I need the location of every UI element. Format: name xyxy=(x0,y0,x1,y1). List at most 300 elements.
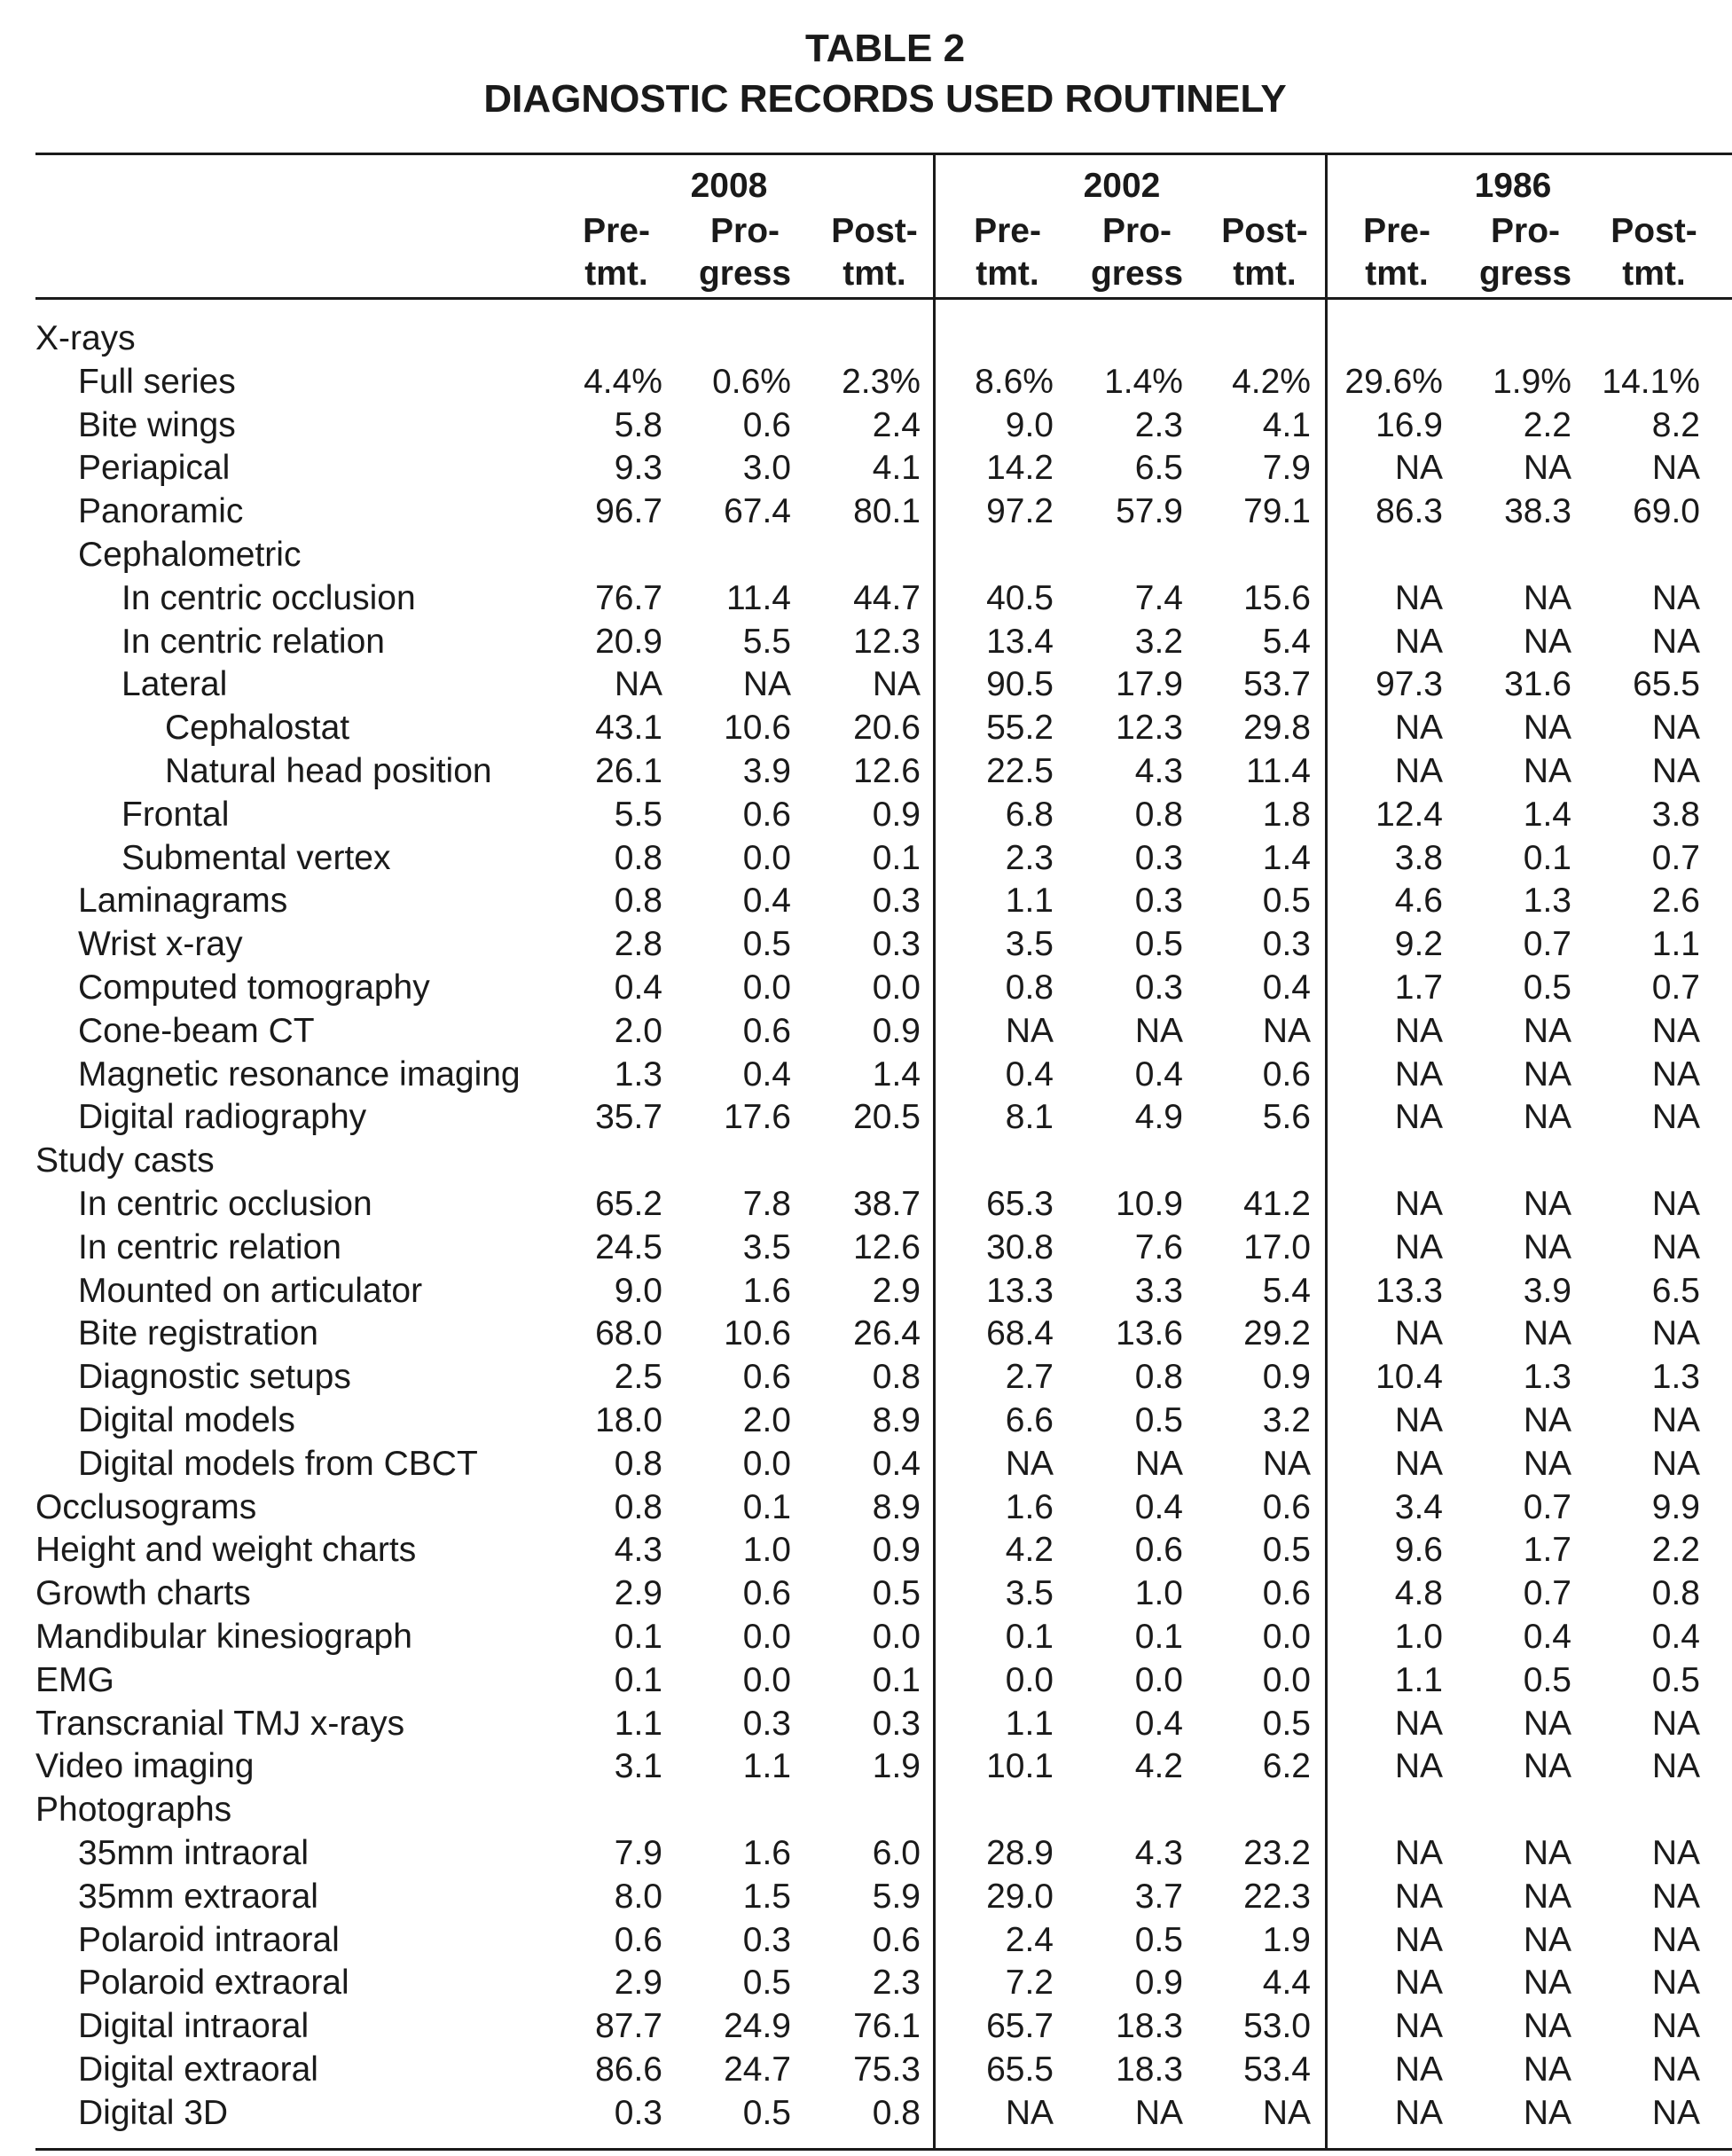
row-label: Laminagrams xyxy=(78,882,288,921)
table-cell: 9.9 xyxy=(1651,1487,1700,1526)
table-cell: 2.3 xyxy=(1005,838,1054,877)
table-cell: NA xyxy=(1394,1877,1443,1916)
table-row xyxy=(0,1486,1732,1529)
table-cell: NA xyxy=(1005,2093,1054,2132)
table-cell: NA xyxy=(1523,1185,1571,1223)
table-cell: NA xyxy=(1005,1444,1054,1483)
table-cell: 9.0 xyxy=(1005,405,1054,444)
table-row xyxy=(0,1355,1732,1399)
row-label: In centric relation xyxy=(121,622,385,661)
table-cell: NA xyxy=(1523,1964,1571,2003)
table-cell: 35.7 xyxy=(595,1098,662,1137)
table-cell: 1.4 xyxy=(1523,795,1571,834)
table-cell: NA xyxy=(1523,1704,1571,1743)
table-cell: 1.9% xyxy=(1493,362,1571,401)
table-cell: 2.3 xyxy=(872,1964,921,2003)
table-cell: 0.5 xyxy=(1523,1660,1571,1699)
table-row xyxy=(0,1702,1732,1745)
table-cell: NA xyxy=(1523,1011,1571,1050)
table-cell: NA xyxy=(1394,1185,1443,1223)
row-label: Growth charts xyxy=(35,1574,251,1613)
table-cell: 17.0 xyxy=(1243,1227,1311,1266)
table-cell: 29.2 xyxy=(1243,1314,1311,1353)
table-cell: 79.1 xyxy=(1243,492,1311,531)
table-cell: 0.9 xyxy=(872,1011,921,1050)
table-row xyxy=(0,1095,1732,1139)
table-cell: 43.1 xyxy=(595,709,662,748)
row-label: Natural head position xyxy=(165,752,492,790)
table-cell: 2.8 xyxy=(614,925,662,964)
table-row xyxy=(0,1961,1732,2004)
table-cell: 0.7 xyxy=(1523,1574,1571,1613)
table-cell: 1.1 xyxy=(1005,882,1054,921)
table-cell: 6.6 xyxy=(1005,1401,1054,1439)
table-cell: 20.9 xyxy=(595,622,662,661)
table-row xyxy=(0,576,1732,620)
table-cell: 80.1 xyxy=(853,492,921,531)
table-cell: 18.0 xyxy=(595,1401,662,1439)
table-row xyxy=(0,749,1732,793)
table-cell: 0.4 xyxy=(1134,1704,1183,1743)
table-cell: NA xyxy=(1523,1920,1571,1959)
table-cell: 8.2 xyxy=(1651,405,1700,444)
column-subheader-2008-3-line1: Post- xyxy=(831,212,918,250)
table-row xyxy=(0,1528,1732,1572)
table-row xyxy=(0,490,1732,533)
table-cell: 26.4 xyxy=(853,1314,921,1353)
table-cell: 12.3 xyxy=(853,622,921,661)
table-cell: 0.6 xyxy=(742,1358,791,1397)
table-cell: 65.5 xyxy=(986,2050,1054,2089)
table-row xyxy=(0,2004,1732,2048)
table-cell: 53.0 xyxy=(1243,2007,1311,2046)
row-label: Digital radiography xyxy=(78,1098,367,1137)
table-cell: 41.2 xyxy=(1243,1185,1311,1223)
table-cell: 0.9 xyxy=(1134,1964,1183,2003)
table-cell: 1.3 xyxy=(1651,1358,1700,1397)
table-cell: 8.0 xyxy=(614,1877,662,1916)
table-cell: NA xyxy=(1523,1877,1571,1916)
table-cell: NA xyxy=(1394,1227,1443,1266)
table-cell: 5.6 xyxy=(1262,1098,1311,1137)
header-rule xyxy=(35,297,1732,300)
table-subtitle: DIAGNOSTIC RECORDS USED ROUTINELY xyxy=(483,77,1287,121)
table-cell: 7.6 xyxy=(1134,1227,1183,1266)
table-cell: NA xyxy=(1651,1011,1700,1050)
table-cell: 0.4 xyxy=(1262,968,1311,1007)
table-cell: 0.0 xyxy=(1134,1660,1183,1699)
table-cell: 96.7 xyxy=(595,492,662,531)
table-cell: 5.5 xyxy=(614,795,662,834)
year-header-2002: 2002 xyxy=(1083,167,1161,205)
table-cell: 4.4 xyxy=(1262,1964,1311,2003)
table-cell: 14.1% xyxy=(1602,362,1700,401)
table-cell: 0.0 xyxy=(742,968,791,1007)
table-cell: 13.3 xyxy=(1375,1271,1443,1310)
row-label: Digital 3D xyxy=(78,2093,229,2132)
table-cell: 0.6 xyxy=(742,1574,791,1613)
table-cell: 29.6% xyxy=(1344,362,1443,401)
row-label: Study casts xyxy=(35,1141,215,1180)
table-cell: 1.4 xyxy=(872,1054,921,1094)
row-label: Bite wings xyxy=(78,405,236,444)
table-cell: NA xyxy=(1394,622,1443,661)
table-cell: 0.7 xyxy=(1651,968,1700,1007)
table-cell: NA xyxy=(1394,752,1443,790)
table-cell: 2.9 xyxy=(872,1271,921,1310)
table-row xyxy=(0,1053,1732,1096)
table-cell: NA xyxy=(1651,1401,1700,1439)
table-cell: NA xyxy=(1523,1314,1571,1353)
table-cell: 0.4 xyxy=(1523,1618,1571,1656)
table-cell: 4.1 xyxy=(1262,405,1311,444)
table-cell: 0.6% xyxy=(712,362,791,401)
table-cell: 0.5 xyxy=(1134,1401,1183,1439)
table-cell: 0.3 xyxy=(872,1704,921,1743)
table-cell: 0.3 xyxy=(1134,968,1183,1007)
table-cell: 18.3 xyxy=(1116,2007,1183,2046)
table-cell: 24.7 xyxy=(724,2050,791,2089)
table-cell: 0.5 xyxy=(1651,1660,1700,1699)
table-row xyxy=(0,1572,1732,1615)
column-subheader-1986-2-line1: Pro- xyxy=(1491,212,1560,250)
table-cell: NA xyxy=(1523,2050,1571,2089)
table-cell: 2.5 xyxy=(614,1358,662,1397)
row-label: X-rays xyxy=(35,319,136,357)
table-row xyxy=(0,1788,1732,1831)
table-cell: NA xyxy=(614,665,662,704)
table-cell: 1.1 xyxy=(614,1704,662,1743)
table-cell: 1.8 xyxy=(1262,795,1311,834)
table-cell: 12.6 xyxy=(853,1227,921,1266)
column-subheader-1986-3-line2: tmt. xyxy=(1622,255,1686,293)
row-label: In centric relation xyxy=(78,1227,341,1266)
column-subheader-1986-3-line1: Post- xyxy=(1611,212,1697,250)
table-cell: 1.4% xyxy=(1104,362,1183,401)
table-cell: 76.7 xyxy=(595,578,662,617)
table-cell: 0.8 xyxy=(872,2093,921,2132)
table-cell: 0.5 xyxy=(742,925,791,964)
table-cell: 65.7 xyxy=(986,2007,1054,2046)
table-cell: 57.9 xyxy=(1116,492,1183,531)
table-cell: 7.9 xyxy=(1262,449,1311,488)
table-cell: 97.3 xyxy=(1375,665,1443,704)
table-cell: NA xyxy=(1651,1704,1700,1743)
table-cell: 29.8 xyxy=(1243,709,1311,748)
table-cell: 1.0 xyxy=(1394,1618,1443,1656)
table-cell: 0.8 xyxy=(614,1444,662,1483)
table-cell: 1.4 xyxy=(1262,838,1311,877)
column-subheader-2002-3-line2: tmt. xyxy=(1233,255,1297,293)
table-cell: 6.5 xyxy=(1651,1271,1700,1310)
table-cell: 9.3 xyxy=(614,449,662,488)
table-cell: NA xyxy=(1262,1444,1311,1483)
row-label: Polaroid intraoral xyxy=(78,1920,340,1959)
table-cell: 16.9 xyxy=(1375,405,1443,444)
row-label: Digital models from CBCT xyxy=(78,1444,478,1483)
table-cell: 76.1 xyxy=(853,2007,921,2046)
table-cell: 0.5 xyxy=(1262,1531,1311,1570)
table-row xyxy=(0,1269,1732,1313)
table-cell: 1.7 xyxy=(1523,1531,1571,1570)
table-cell: 1.6 xyxy=(742,1834,791,1872)
table-cell: 0.6 xyxy=(742,795,791,834)
column-subheader-2002-2-line1: Pro- xyxy=(1102,212,1172,250)
table-cell: 2.7 xyxy=(1005,1358,1054,1397)
table-cell: 4.6 xyxy=(1394,882,1443,921)
table-cell: 1.1 xyxy=(1005,1704,1054,1743)
table-cell: NA xyxy=(1394,1098,1443,1137)
table-cell: 7.9 xyxy=(614,1834,662,1872)
table-cell: 0.1 xyxy=(1005,1618,1054,1656)
table-cell: 1.1 xyxy=(1394,1660,1443,1699)
table-cell: 1.5 xyxy=(742,1877,791,1916)
table-cell: 65.2 xyxy=(595,1185,662,1223)
table-cell: 38.7 xyxy=(853,1185,921,1223)
table-cell: 8.9 xyxy=(872,1401,921,1439)
table-row xyxy=(0,662,1732,706)
table-cell: 0.8 xyxy=(1005,968,1054,1007)
table-cell: 3.5 xyxy=(1005,925,1054,964)
table-cell: 90.5 xyxy=(986,665,1054,704)
row-label: EMG xyxy=(35,1660,114,1699)
row-label: Cephalometric xyxy=(78,536,302,574)
row-label: Cephalostat xyxy=(165,709,350,748)
table-cell: NA xyxy=(1394,1964,1443,2003)
table-row xyxy=(0,1009,1732,1053)
row-label: Mandibular kinesiograph xyxy=(35,1618,412,1656)
table-cell: 4.4% xyxy=(584,362,662,401)
table-row xyxy=(0,446,1732,490)
table-row xyxy=(0,706,1732,749)
table-row xyxy=(0,879,1732,922)
table-row xyxy=(0,317,1732,360)
table-cell: NA xyxy=(1651,2007,1700,2046)
table-cell: NA xyxy=(1651,1054,1700,1094)
table-cell: NA xyxy=(1651,1314,1700,1353)
table-row xyxy=(0,620,1732,663)
table-cell: 5.5 xyxy=(742,622,791,661)
table-cell: 1.1 xyxy=(1651,925,1700,964)
table-cell: 1.9 xyxy=(872,1747,921,1786)
table-cell: 3.2 xyxy=(1262,1401,1311,1439)
row-label: 35mm intraoral xyxy=(78,1834,310,1872)
row-label: 35mm extraoral xyxy=(78,1877,318,1916)
row-label: Mounted on articulator xyxy=(78,1271,423,1310)
table-cell: 8.9 xyxy=(872,1487,921,1526)
table-cell: 86.3 xyxy=(1375,492,1443,531)
table-cell: 0.8 xyxy=(1134,795,1183,834)
row-label: Photographs xyxy=(35,1791,232,1830)
table-row xyxy=(0,1312,1732,1355)
table-cell: 2.0 xyxy=(614,1011,662,1050)
table-cell: 28.9 xyxy=(986,1834,1054,1872)
table-cell: 11.4 xyxy=(1245,752,1311,790)
table-cell: 0.5 xyxy=(872,1574,921,1613)
table-cell: 0.3 xyxy=(742,1920,791,1959)
table-cell: 0.3 xyxy=(1262,925,1311,964)
table-cell: 4.1 xyxy=(872,449,921,488)
column-subheader-2008-2-line1: Pro- xyxy=(710,212,780,250)
table-cell: 5.4 xyxy=(1262,622,1311,661)
table-cell: 0.6 xyxy=(1262,1054,1311,1094)
table-cell: NA xyxy=(1394,1747,1443,1786)
row-label: Video imaging xyxy=(35,1747,255,1786)
table-row xyxy=(0,1831,1732,1875)
table-cell: NA xyxy=(1394,1054,1443,1094)
table-row xyxy=(0,2048,1732,2091)
table-cell: 3.9 xyxy=(1523,1271,1571,1310)
table-row xyxy=(0,533,1732,576)
table-cell: 0.4 xyxy=(1651,1618,1700,1656)
table-cell: 0.8 xyxy=(614,838,662,877)
bottom-rule xyxy=(35,2148,1732,2151)
table-cell: NA xyxy=(1134,1011,1183,1050)
table-cell: 0.0 xyxy=(1262,1618,1311,1656)
table-cell: 2.6 xyxy=(1651,882,1700,921)
table-row xyxy=(0,1658,1732,1702)
table-cell: 55.2 xyxy=(986,709,1054,748)
table-cell: 2.2 xyxy=(1651,1531,1700,1570)
table-cell: NA xyxy=(1394,449,1443,488)
table-cell: 65.3 xyxy=(986,1185,1054,1223)
table-cell: NA xyxy=(1651,449,1700,488)
table-cell: 0.0 xyxy=(742,1444,791,1483)
table-cell: NA xyxy=(1523,1227,1571,1266)
table-cell: 0.3 xyxy=(872,882,921,921)
table-row xyxy=(0,1182,1732,1226)
table-cell: NA xyxy=(1523,1834,1571,1872)
table-cell: 68.4 xyxy=(986,1314,1054,1353)
table-cell: 0.0 xyxy=(742,838,791,877)
row-label: Lateral xyxy=(121,665,228,704)
table-cell: 13.4 xyxy=(986,622,1054,661)
table-cell: 0.1 xyxy=(742,1487,791,1526)
table-cell: NA xyxy=(1651,1834,1700,1872)
table-cell: 0.1 xyxy=(614,1618,662,1656)
table-cell: 0.0 xyxy=(872,968,921,1007)
table-cell: 0.6 xyxy=(742,405,791,444)
row-label: Panoramic xyxy=(78,492,244,531)
table-cell: NA xyxy=(1523,1444,1571,1483)
table-cell: 0.7 xyxy=(1523,1487,1571,1526)
table-cell: 12.4 xyxy=(1375,795,1443,834)
table-cell: 0.8 xyxy=(614,1487,662,1526)
table-cell: 0.3 xyxy=(1134,882,1183,921)
table-cell: 97.2 xyxy=(986,492,1054,531)
row-label: Bite registration xyxy=(78,1314,318,1353)
table-cell: 0.1 xyxy=(1134,1618,1183,1656)
table-cell: NA xyxy=(1394,1920,1443,1959)
table-cell: 0.0 xyxy=(872,1618,921,1656)
table-cell: NA xyxy=(1651,1920,1700,1959)
table-cell: 1.3 xyxy=(1523,1358,1571,1397)
row-label: Height and weight charts xyxy=(35,1531,417,1570)
table-cell: 29.0 xyxy=(986,1877,1054,1916)
table-cell: 1.0 xyxy=(742,1531,791,1570)
table-cell: 0.1 xyxy=(614,1660,662,1699)
table-cell: NA xyxy=(1651,578,1700,617)
table-cell: NA xyxy=(1651,709,1700,748)
table-cell: 0.6 xyxy=(1262,1487,1311,1526)
column-subheader-2002-1-line2: tmt. xyxy=(976,255,1039,293)
table-title: TABLE 2 xyxy=(804,27,966,70)
top-rule xyxy=(35,153,1732,155)
table-cell: 2.9 xyxy=(614,1574,662,1613)
table-cell: 23.2 xyxy=(1243,1834,1311,1872)
table-cell: 9.6 xyxy=(1394,1531,1443,1570)
table-cell: 68.0 xyxy=(595,1314,662,1353)
column-subheader-1986-1-line1: Pre- xyxy=(1363,212,1430,250)
table-cell: NA xyxy=(1651,1877,1700,1916)
table-cell: 44.7 xyxy=(853,578,921,617)
table-cell: 1.6 xyxy=(1005,1487,1054,1526)
row-label: Magnetic resonance imaging xyxy=(78,1054,521,1094)
table-cell: 6.0 xyxy=(872,1834,921,1872)
table-cell: 24.9 xyxy=(724,2007,791,2046)
table-cell: 0.8 xyxy=(1651,1574,1700,1613)
table-cell: NA xyxy=(1523,2007,1571,2046)
table-cell: 0.4 xyxy=(614,968,662,1007)
column-subheader-2002-3-line1: Post- xyxy=(1221,212,1308,250)
table-cell: 0.3 xyxy=(1134,838,1183,877)
year-header-1986: 1986 xyxy=(1474,167,1552,205)
table-cell: 0.4 xyxy=(742,882,791,921)
table-cell: NA xyxy=(1394,2007,1443,2046)
table-cell: 5.4 xyxy=(1262,1271,1311,1310)
table-cell: 15.6 xyxy=(1243,578,1311,617)
table-cell: 9.0 xyxy=(614,1271,662,1310)
row-label: Frontal xyxy=(121,795,230,834)
table-cell: 0.9 xyxy=(872,795,921,834)
table-cell: 0.5 xyxy=(1134,1920,1183,1959)
table-cell: 2.9 xyxy=(614,1964,662,2003)
table-cell: NA xyxy=(1394,1011,1443,1050)
table-cell: 7.4 xyxy=(1134,578,1183,617)
table-cell: 22.3 xyxy=(1243,1877,1311,1916)
table-cell: 2.0 xyxy=(742,1401,791,1439)
table-cell: 2.4 xyxy=(1005,1920,1054,1959)
table-cell: NA xyxy=(1651,1185,1700,1223)
table-cell: 2.3 xyxy=(1134,405,1183,444)
table-cell: 0.1 xyxy=(872,838,921,877)
table-cell: 10.6 xyxy=(724,1314,791,1353)
row-label: Digital models xyxy=(78,1401,295,1439)
table-row xyxy=(0,2091,1732,2135)
table-cell: 0.7 xyxy=(1651,838,1700,877)
row-label: Digital extraoral xyxy=(78,2050,318,2089)
table-cell: 3.9 xyxy=(742,752,791,790)
table-cell: 22.5 xyxy=(986,752,1054,790)
table-cell: 0.5 xyxy=(1262,882,1311,921)
table-cell: NA xyxy=(1394,2050,1443,2089)
table-cell: NA xyxy=(1394,2093,1443,2132)
table-cell: NA xyxy=(1005,1011,1054,1050)
column-subheader-2008-3-line2: tmt. xyxy=(842,255,906,293)
table-cell: 0.6 xyxy=(1262,1574,1311,1613)
table-cell: 0.0 xyxy=(1262,1660,1311,1699)
row-label: Diagnostic setups xyxy=(78,1358,351,1397)
table-cell: 1.3 xyxy=(614,1054,662,1094)
table-cell: 20.5 xyxy=(853,1098,921,1137)
table-cell: NA xyxy=(1394,1444,1443,1483)
table-cell: 6.2 xyxy=(1262,1747,1311,1786)
row-label: Occlusograms xyxy=(35,1487,257,1526)
table-cell: 67.4 xyxy=(724,492,791,531)
table-cell: 38.3 xyxy=(1504,492,1571,531)
table-cell: NA xyxy=(1523,1054,1571,1094)
table-cell: 12.3 xyxy=(1116,709,1183,748)
